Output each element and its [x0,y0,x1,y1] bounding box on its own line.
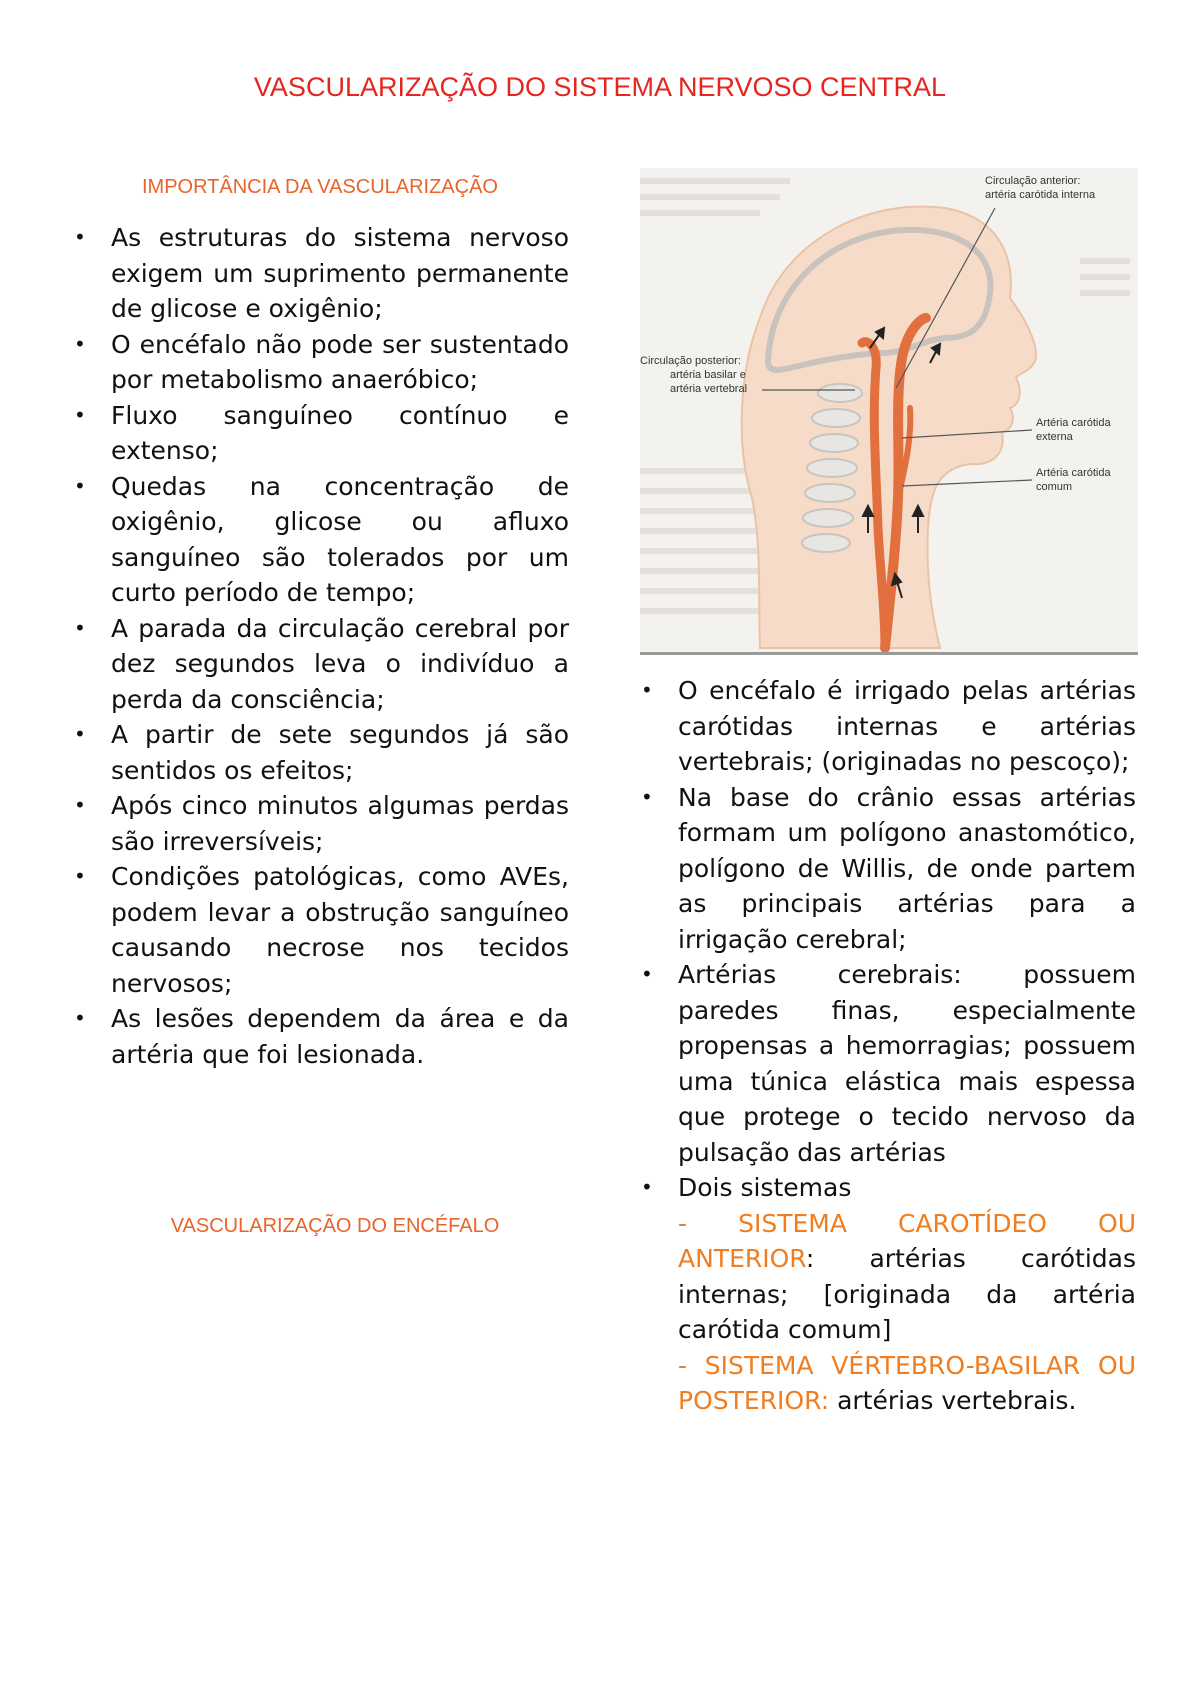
carotid-system-text: : artérias carótidas internas; [originada da artéria carótida comum] [678,1244,1136,1344]
label-external-carotid: Artéria carótida [1036,417,1111,429]
list-item: • Na base do crânio essas artérias formam um polígono anastomótico, polígono de Willis, de onde partem as principais artérias para a irrigação cerebral; [678,780,1136,958]
label-external-carotid-2: externa [1036,431,1073,443]
head-neck-arteries-illustration [640,168,1138,654]
list-item: • O encéfalo não pode ser sustentado por metabolismo anaeróbico; [111,327,569,398]
carotid-system-label: - SISTEMA CAROTÍDEO OU ANTERIOR [678,1208,1136,1273]
label-posterior-vertebral: artéria vertebral [670,383,748,395]
label-common-carotid-2: comum [1036,481,1073,493]
page-title: VASCULARIZAÇÃO DO SISTEMA NERVOSO CENTRAL [253,72,947,102]
list-item: • A parada da circulação cerebral por dez segundos leva o indivíduo a perda da consciência; [111,611,569,718]
anatomy-figure-svg [640,168,1138,654]
vertebrobasilar-system-label: - SISTEMA VÉRTEBRO-BASILAR OU POSTERIOR: [678,1350,1136,1415]
section-heading-encephalon: VASCULARIZAÇÃO DO ENCÉFALO [170,1215,500,1237]
list-item-systems [678,1170,1136,1419]
list-item: • As lesões dependem da área e da artéria que foi lesionada. [111,1001,569,1072]
list-item: • A partir de sete segundos já são sentidos os efeitos; [111,717,569,788]
vertebrobasilar-system-text: artérias vertebrais. [829,1386,1077,1415]
encephalon-list [678,673,1136,1419]
systems-intro: Dois sistemas [678,1173,852,1202]
label-posterior-basilar: artéria basilar e [670,369,746,381]
label-anterior-circulation-artery: artéria carótida interna [985,189,1096,201]
list-item: • Fluxo sanguíneo contínuo e extenso; [111,398,569,469]
label-anterior-circulation: Circulação anterior: [985,175,1081,187]
section-heading-importance: IMPORTÂNCIA DA VASCULARIZAÇÃO [141,176,498,198]
list-item: • As estruturas do sistema nervoso exigem um suprimento permanente de glicose e oxigênio; [111,220,569,327]
list-item: • Artérias cerebrais: possuem paredes finas, especialmente propensas a hemorragias; possuem uma túnica elástica mais espessa que protege o tecido nervoso da pulsação das artérias [678,957,1136,1170]
list-item: • Quedas na concentração de oxigênio, glicose ou afluxo sanguíneo são tolerados por um curto período de tempo; [111,469,569,611]
label-common-carotid: Artéria carótida [1036,467,1111,479]
list-item: • Condições patológicas, como AVEs, podem levar a obstrução sanguíneo causando necrose nos tecidos nervosos; [111,859,569,1001]
list-item: • Após cinco minutos algumas perdas são irreversíveis; [111,788,569,859]
label-posterior-circulation: Circulação posterior: [640,355,741,367]
list-item: • O encéfalo é irrigado pelas artérias carótidas internas e artérias vertebrais; (originadas no pescoço); [678,673,1136,780]
importance-list [111,220,569,1072]
figure-bottom-border [640,652,1138,655]
